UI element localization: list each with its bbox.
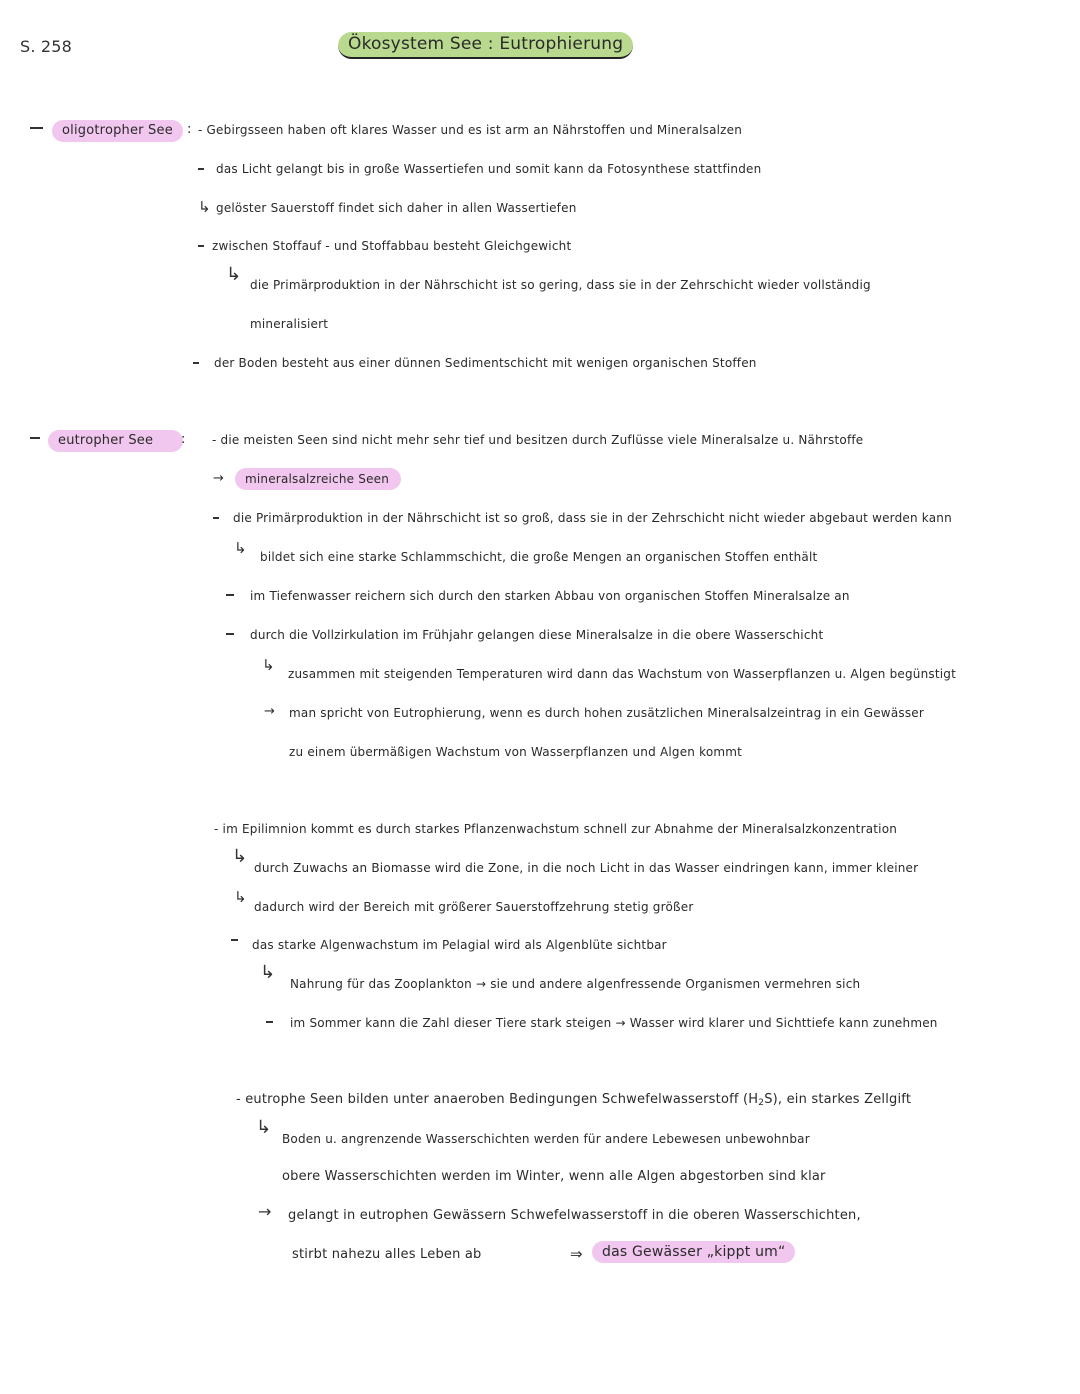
h2s-line-5: stirbt nahezu alles Leben ab xyxy=(292,1247,482,1262)
oligo-line-6: der Boden besteht aus einer dünnen Sedimentschicht mit wenigen organischen Stoffen xyxy=(214,356,757,370)
return-arrow-icon: ↳ xyxy=(226,264,242,285)
h2s-line-2: Boden u. angrenzende Wasserschichten werden für andere Lebewesen unbewohnbar xyxy=(282,1132,810,1146)
page-title: Ökosystem See : Eutrophierung xyxy=(338,32,633,59)
return-arrow-icon: ↳ xyxy=(232,846,248,867)
arrow-right-icon: → xyxy=(258,1202,272,1221)
eu-line-1: - die meisten Seen sind nicht mehr sehr tief und besitzen durch Zuflüsse viele Mineralsalze u. Nährstoffe xyxy=(212,433,864,447)
epi-line-5: Nahrung für das Zooplankton → sie und andere algenfressende Organismen vermehren sich xyxy=(290,977,861,991)
eu-line-8b: zu einem übermäßigen Wachstum von Wasserpflanzen und Algen kommt xyxy=(289,745,743,759)
oligo-line-2: das Licht gelangt bis in große Wassertiefen und somit kann da Fotosynthese stattfinden xyxy=(216,162,762,176)
label-eutropher-see: eutropher See xyxy=(48,430,183,452)
eu-line-6: durch die Vollzirkulation im Frühjahr gelangen diese Mineralsalze in die obere Wasserschicht xyxy=(250,628,824,642)
bullet-dash xyxy=(231,939,238,941)
bullet-dash xyxy=(226,594,234,596)
bullet-dash xyxy=(198,245,204,247)
return-arrow-icon: ↳ xyxy=(260,962,276,983)
bullet-dash xyxy=(193,362,199,364)
return-arrow-icon: ↳ xyxy=(256,1117,272,1138)
bullet-dash xyxy=(213,517,219,519)
epi-line-6: im Sommer kann die Zahl dieser Tiere stark steigen → Wasser wird klarer und Sichttiefe kann zunehmen xyxy=(290,1016,938,1030)
arrow-right-icon: → xyxy=(213,471,224,486)
h2s-line-4: gelangt in eutrophen Gewässern Schwefelwasserstoff in die oberen Wasserschichten, xyxy=(288,1208,861,1223)
eu-line-8a: man spricht von Eutrophierung, wenn es durch hohen zusätzlichen Mineralsalzeintrag in ein Gewässer xyxy=(289,706,924,720)
eu-line-7: zusammen mit steigenden Temperaturen wird dann das Wachstum von Wasserpflanzen u. Algen begünstigt xyxy=(288,667,957,681)
h2s-line-3: obere Wasserschichten werden im Winter, wenn alle Algen abgestorben sind klar xyxy=(282,1169,826,1184)
epi-line-3: dadurch wird der Bereich mit größerer Sauerstoffzehrung stetig größer xyxy=(254,900,694,914)
highlight-gewaesser-kippt-um: das Gewässer „kippt um“ xyxy=(592,1241,795,1263)
oligo-line-5b: mineralisiert xyxy=(250,317,329,331)
bullet-dash xyxy=(30,127,43,129)
eu-line-3: die Primärproduktion in der Nährschicht ist so groß, dass sie in der Zehrschicht nicht wieder abgebaut werden kann xyxy=(233,511,952,525)
return-arrow-icon: ↳ xyxy=(234,539,247,557)
label-oligotropher-see: oligotropher See xyxy=(52,120,183,142)
oligo-line-3: gelöster Sauerstoff findet sich daher in allen Wassertiefen xyxy=(216,201,577,215)
colon: : xyxy=(181,432,186,447)
epi-line-2: durch Zuwachs an Biomasse wird die Zone, in die noch Licht in das Wasser eindringen kann, immer kleiner xyxy=(254,861,919,875)
arrow-right-icon: → xyxy=(264,704,275,719)
return-arrow-icon: ↳ xyxy=(234,888,247,906)
oligo-line-1: - Gebirgsseen haben oft klares Wasser und es ist arm an Nährstoffen und Mineralsalzen xyxy=(198,123,743,137)
bullet-dash xyxy=(226,633,234,635)
highlight-mineralsalzreiche-seen: mineralsalzreiche Seen xyxy=(235,468,401,490)
h2s-line-1: - eutrophe Seen bilden unter anaeroben Bedingungen Schwefelwasserstoff $(H_2S)$, ein starkes Zellgift xyxy=(236,1092,912,1108)
oligo-line-4: zwischen Stoffauf - und Stoffabbau besteht Gleichgewicht xyxy=(212,239,572,253)
eu-line-5: im Tiefenwasser reichern sich durch den starken Abbau von organischen Stoffen Mineralsalze an xyxy=(250,589,850,603)
bullet-dash xyxy=(198,168,204,170)
return-arrow-icon: ↳ xyxy=(262,656,275,674)
eu-line-4: bildet sich eine starke Schlammschicht, die große Mengen an organischen Stoffen enthält xyxy=(260,550,818,564)
page-reference: S. 258 xyxy=(20,37,73,56)
return-arrow-icon: ↳ xyxy=(198,198,211,216)
bullet-dash xyxy=(266,1021,273,1023)
colon: : xyxy=(187,122,192,137)
epi-line-4: das starke Algenwachstum im Pelagial wird als Algenblüte sichtbar xyxy=(252,938,667,952)
epi-line-1: - im Epilimnion kommt es durch starkes Pflanzenwachstum schnell zur Abnahme der Mineralsalzkonzentration xyxy=(214,822,898,836)
bullet-dash xyxy=(30,437,40,439)
implies-arrow-icon: ⇒ xyxy=(570,1245,583,1263)
oligo-line-5a: die Primärproduktion in der Nährschicht ist so gering, dass sie in der Zehrschicht wieder vollständig xyxy=(250,278,871,292)
